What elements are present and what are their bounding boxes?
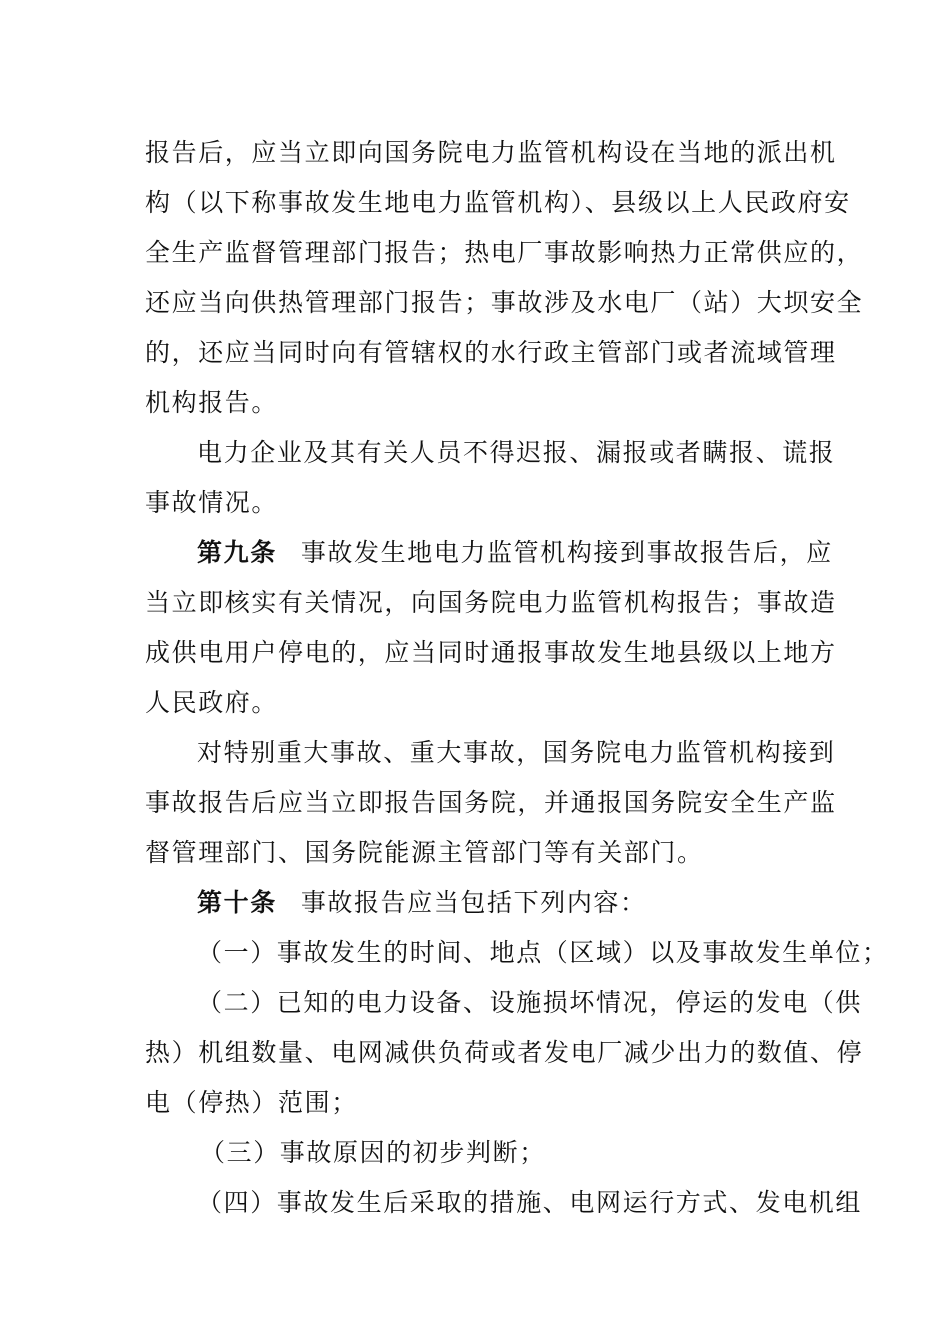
paragraph-line: 成供电用户停电的，应当同时通报事故发生地县级以上地方: [145, 638, 837, 667]
article-9-label: 第九条: [197, 538, 277, 567]
paragraph-line: 机构报告。: [145, 388, 279, 417]
paragraph-line: 当立即核实有关情况，向国务院电力监管机构报告；事故造: [145, 588, 837, 617]
paragraph-line: 事故报告后应当立即报告国务院，并通报国务院安全生产监: [145, 788, 837, 817]
paragraph-line: 热）机组数量、电网减供负荷或者发电厂减少出力的数值、停: [145, 1038, 864, 1067]
paragraph-line: 电（停热）范围；: [145, 1088, 358, 1117]
article-10-label: 第十条: [197, 888, 277, 917]
document-body: [145, 128, 889, 1228]
paragraph-line: 构（以下称事故发生地电力监管机构）、县级以上人民政府安: [145, 188, 851, 217]
list-item: （三）事故原因的初步判断；: [200, 1138, 546, 1167]
paragraph-line: 电力企业及其有关人员不得迟报、漏报或者瞒报、谎报: [197, 438, 836, 467]
paragraph-line: 报告后，应当立即向国务院电力监管机构设在当地的派出机: [145, 138, 837, 167]
paragraph-line: 的，还应当同时向有管辖权的水行政主管部门或者流域管理: [145, 338, 837, 367]
paragraph-line: 对特别重大事故、重大事故，国务院电力监管机构接到: [197, 738, 836, 767]
paragraph-line: 人民政府。: [145, 688, 279, 717]
paragraph-line: 督管理部门、国务院能源主管部门等有关部门。: [145, 838, 704, 867]
article-10-first-line: [145, 878, 815, 928]
list-item: （一）事故发生的时间、地点（区域）以及事故发生单位；: [197, 938, 889, 967]
article-9-first-line: [145, 528, 833, 578]
paragraph-line: 还应当向供热管理部门报告；事故涉及水电厂（站）大坝安全: [145, 288, 864, 317]
list-item: （二）已知的电力设备、设施损坏情况，停运的发电（供: [197, 988, 863, 1017]
paragraph-line: 全生产监督管理部门报告；热电厂事故影响热力正常供应的，: [145, 238, 864, 267]
paragraph-text: 事故报告应当包括下列内容：: [300, 888, 647, 917]
paragraph-line: 事故情况。: [145, 488, 279, 517]
list-item: （四）事故发生后采取的措施、电网运行方式、发电机组: [197, 1188, 863, 1217]
paragraph-text: 事故发生地电力监管机构接到事故报告后，应: [300, 538, 833, 567]
